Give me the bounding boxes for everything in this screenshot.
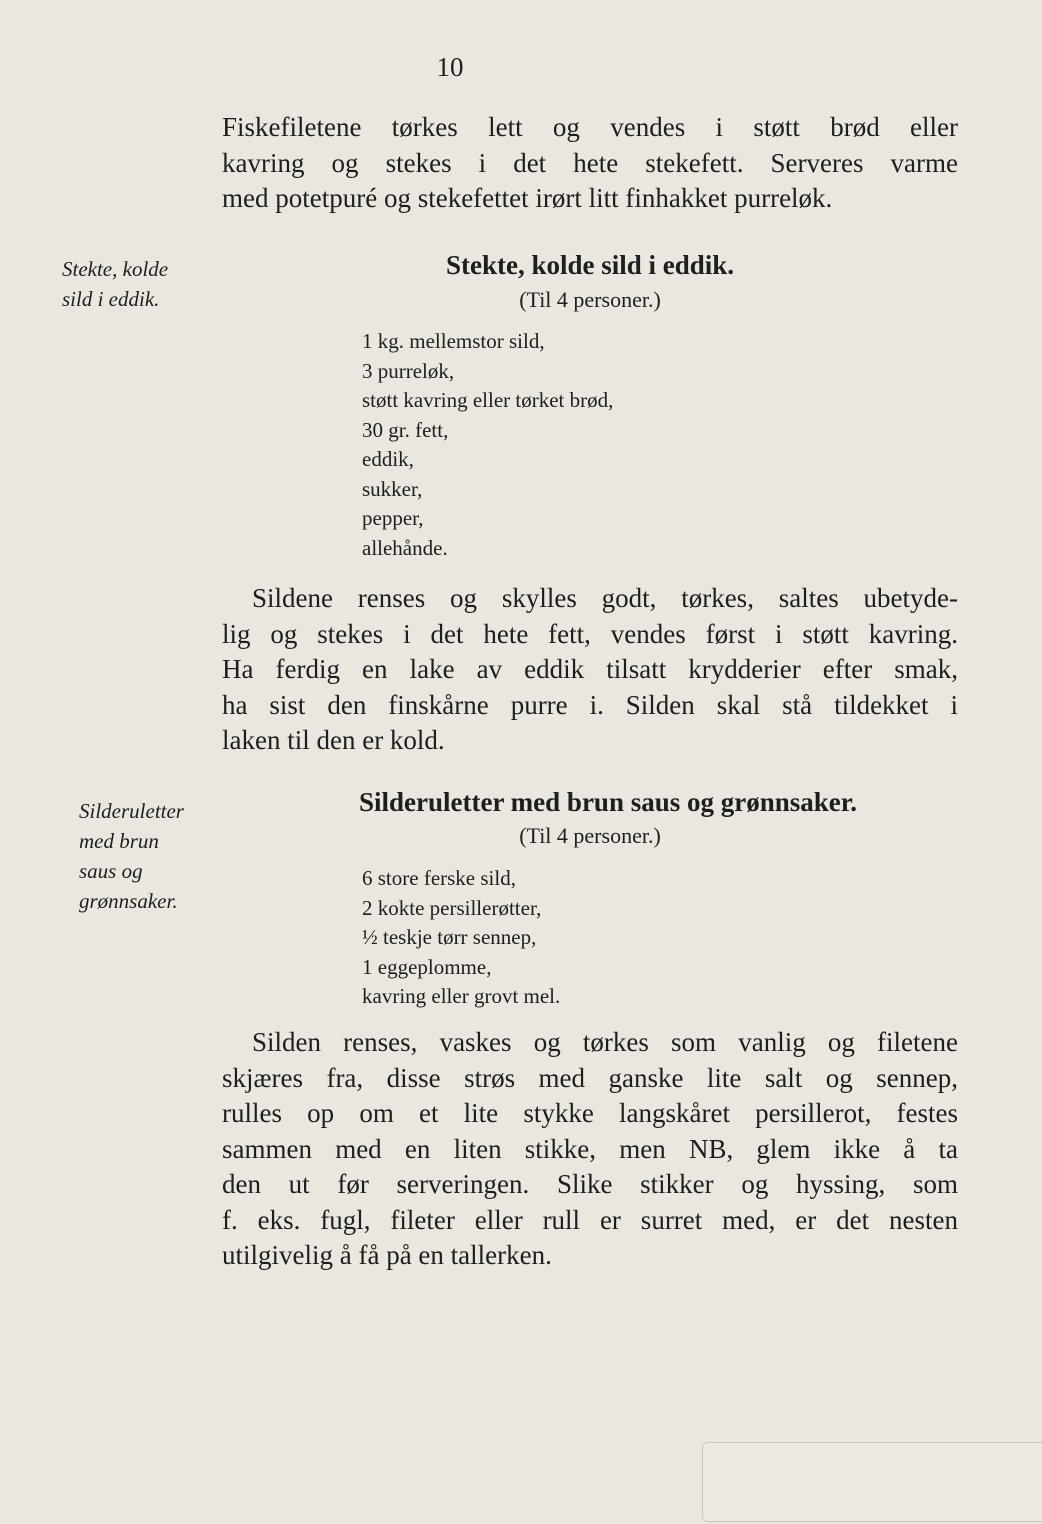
margin-note-line: med brun	[79, 829, 159, 853]
text-line: Fiskefiletene tørkes lett og vendes i støtt brød eller	[222, 112, 958, 142]
recipe1-title: Stekte, kolde sild i eddik.	[445, 250, 735, 280]
ingredient-item: ½ teskje tørr sennep,	[362, 925, 537, 949]
recipe1-ingredient-list	[362, 327, 613, 563]
scan-corner-tab	[702, 1442, 1042, 1522]
ingredient-item: 3 purreløk,	[362, 358, 455, 383]
ingredient-item: 6 store ferske sild,	[362, 866, 516, 890]
recipe2-ingredient-list	[362, 864, 560, 1012]
ingredient-item: 2 kokte persillerøtter,	[362, 895, 542, 920]
ingredient-item: allehånde.	[362, 535, 448, 560]
margin-note-line: Silderuletter	[79, 799, 184, 823]
text-line: kavring og stekes i det hete stekefett. Serveres varme	[222, 147, 958, 178]
text-line: laken til den er kold.	[222, 725, 445, 755]
text-line: Sildene renses og skylles godt, tørkes, saltes ubetyde-	[252, 583, 958, 613]
recipe2-method	[222, 1025, 958, 1274]
text-line: ha sist den finskårne purre i. Silden skal stå tildekket i	[222, 689, 958, 720]
page-number: 10	[436, 52, 464, 82]
ingredient-item: kavring eller grovt mel.	[362, 984, 561, 1008]
text-line: sammen med en liten stikke, men NB, glem ikke å ta	[222, 1133, 958, 1164]
recipe2-title: Silderuletter med brun saus og grønnsaker.	[358, 787, 858, 817]
text-line: Silden renses, vaskes og tørkes som vanlig og filetene	[252, 1027, 958, 1057]
text-line: f. eks. fugl, fileter eller rull er surret med, er det nesten	[222, 1204, 958, 1235]
ingredient-item: sukker,	[362, 476, 423, 501]
ingredient-item: pepper,	[362, 506, 424, 530]
margin-note-line: Stekte, kolde	[62, 257, 169, 281]
ingredient-item: 1 eggeplomme,	[362, 954, 492, 979]
ingredient-item: 1 kg. mellemstor sild,	[362, 329, 545, 353]
ingredient-item: 30 gr. fett,	[362, 417, 449, 442]
recipe1-method	[222, 581, 958, 759]
text-line: den ut før serveringen. Slike stikker og hyssing, som	[222, 1169, 958, 1199]
text-line: rulles op om et lite stykke langskåret persillerot, festes	[222, 1098, 958, 1128]
ingredient-item: eddik,	[362, 447, 414, 471]
text-line: med potetpuré og stekefettet irørt litt finhakket purreløk.	[222, 183, 833, 213]
margin-note-line: grønnsaker.	[79, 889, 178, 913]
margin-note-line: sild i eddik.	[62, 287, 160, 311]
text-line: skjæres fra, disse strøs med ganske lite salt og sennep,	[222, 1062, 958, 1093]
ingredient-item: støtt kavring eller tørket brød,	[362, 388, 614, 412]
intro-paragraph	[222, 110, 958, 217]
margin-note-recipe2	[79, 796, 239, 916]
recipe2-serves: (Til 4 personer.)	[519, 823, 661, 848]
text-line: utilgivelig å få på en tallerken.	[222, 1240, 552, 1270]
margin-note-recipe1	[62, 254, 222, 314]
margin-note-line: saus og	[79, 859, 143, 883]
text-line: lig og stekes i det hete fett, vendes først i støtt kavring.	[222, 618, 958, 649]
recipe1-serves: (Til 4 personer.)	[519, 287, 661, 312]
text-line: Ha ferdig en lake av eddik tilsatt krydderier efter smak,	[222, 654, 958, 684]
